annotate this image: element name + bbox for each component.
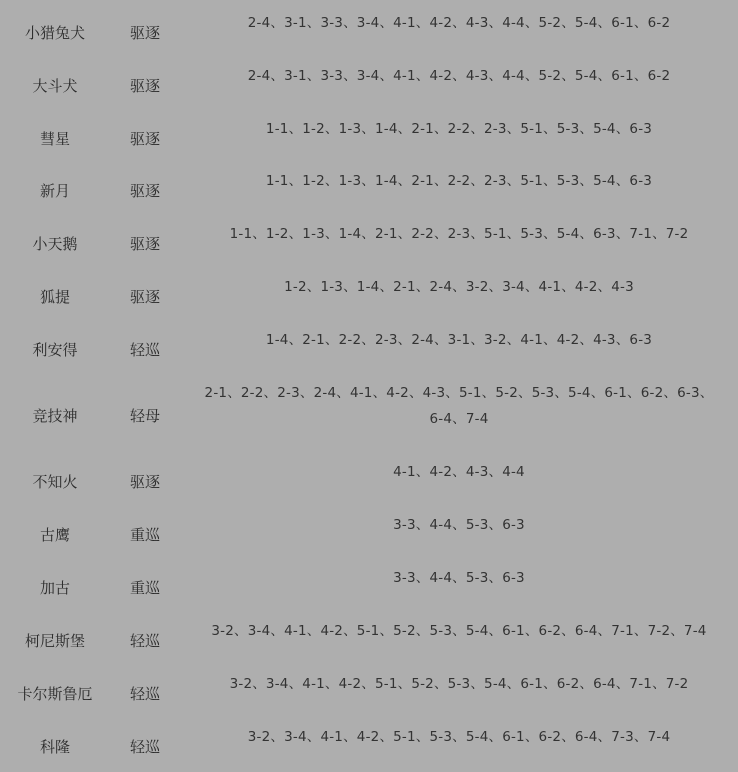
- table-row: [0, 265, 738, 318]
- table-row: [0, 0, 738, 53]
- ship-type: 驱逐: [129, 235, 160, 253]
- ship-type: 驱逐: [129, 24, 160, 42]
- table-row: [0, 106, 738, 159]
- ship-name: 小天鹅: [32, 235, 78, 253]
- drop-maps: 3-3、4-4、5-3、6-3: [393, 517, 525, 533]
- drop-maps: 1-1、1-2、1-3、1-4、2-1、2-2、2-3、5-1、5-3、5-4、6-3: [265, 121, 653, 137]
- ship-name: 卡尔斯鲁厄: [17, 685, 93, 703]
- ship-name: 竞技神: [32, 407, 78, 425]
- table-row: [0, 450, 738, 503]
- ship-name: 彗星: [39, 130, 70, 148]
- drop-maps: 4-1、4-2、4-3、4-4: [393, 464, 525, 480]
- ship-type: 轻巡: [129, 685, 160, 703]
- drop-maps: 3-2、3-4、4-1、4-2、5-1、5-3、5-4、6-1、6-2、6-4、7-3、7-4: [247, 729, 671, 745]
- drop-maps: 3-2、3-4、4-1、4-2、5-1、5-2、5-3、5-4、6-1、6-2、6-4、7-1、7-2、7-4: [211, 623, 707, 639]
- table-row: [0, 159, 738, 212]
- table-row: [0, 503, 738, 556]
- ship-type: 驱逐: [129, 130, 160, 148]
- drop-maps: 1-1、1-2、1-3、1-4、2-1、2-2、2-3、5-1、5-3、5-4、6-3: [265, 173, 653, 189]
- ship-name: 柯尼斯堡: [24, 632, 85, 650]
- ship-type: 重巡: [129, 579, 160, 597]
- table-row: [0, 371, 738, 450]
- ship-name: 大斗犬: [32, 77, 78, 95]
- table-row: [0, 662, 738, 715]
- table-row: [0, 715, 738, 768]
- ship-name: 古鹰: [39, 526, 70, 544]
- ship-name: 科隆: [39, 738, 70, 756]
- ship-type: 轻巡: [129, 738, 160, 756]
- ship-name: 小猎兔犬: [24, 24, 85, 42]
- drop-maps: 2-1、2-2、2-3、2-4、4-1、4-2、4-3、5-1、5-2、5-3、5-4、6-1、6-2、6-3、6-4、7-4: [204, 385, 714, 427]
- drop-maps: 3-3、4-4、5-3、6-3: [393, 570, 525, 586]
- drop-maps: 2-4、3-1、3-3、3-4、4-1、4-2、4-3、4-4、5-2、5-4、6-1、6-2: [247, 68, 671, 84]
- drop-maps: 2-4、3-1、3-3、3-4、4-1、4-2、4-3、4-4、5-2、5-4、6-1、6-2: [247, 15, 671, 31]
- ship-name: 利安得: [32, 341, 78, 359]
- ship-type: 重巡: [129, 526, 160, 544]
- drop-maps: 1-2、1-3、1-4、2-1、2-4、3-2、3-4、4-1、4-2、4-3: [284, 279, 634, 295]
- ship-type: 驱逐: [129, 288, 160, 306]
- table-row: [0, 556, 738, 609]
- table-row: [0, 318, 738, 371]
- drop-maps: 3-2、3-4、4-1、4-2、5-1、5-2、5-3、5-4、6-1、6-2、6-4、7-1、7-2: [229, 676, 689, 692]
- ship-type: 轻母: [129, 407, 160, 425]
- ship-name: 不知火: [32, 473, 78, 491]
- ship-name: 狐提: [39, 288, 70, 306]
- drop-maps: 1-4、2-1、2-2、2-3、2-4、3-1、3-2、4-1、4-2、4-3、6-3: [265, 332, 653, 348]
- ship-type: 驱逐: [129, 473, 160, 491]
- ship-type: 驱逐: [129, 77, 160, 95]
- table-row: [0, 609, 738, 662]
- table-row: [0, 53, 738, 106]
- ship-type: 轻巡: [129, 632, 160, 650]
- ship-name: 新月: [39, 182, 70, 200]
- table-row: [0, 212, 738, 265]
- ship-type: 轻巡: [129, 341, 160, 359]
- drop-maps: 1-1、1-2、1-3、1-4、2-1、2-2、2-3、5-1、5-3、5-4、6-3、7-1、7-2: [229, 226, 689, 242]
- ship-name: 加古: [39, 579, 70, 597]
- ship-type: 驱逐: [129, 182, 160, 200]
